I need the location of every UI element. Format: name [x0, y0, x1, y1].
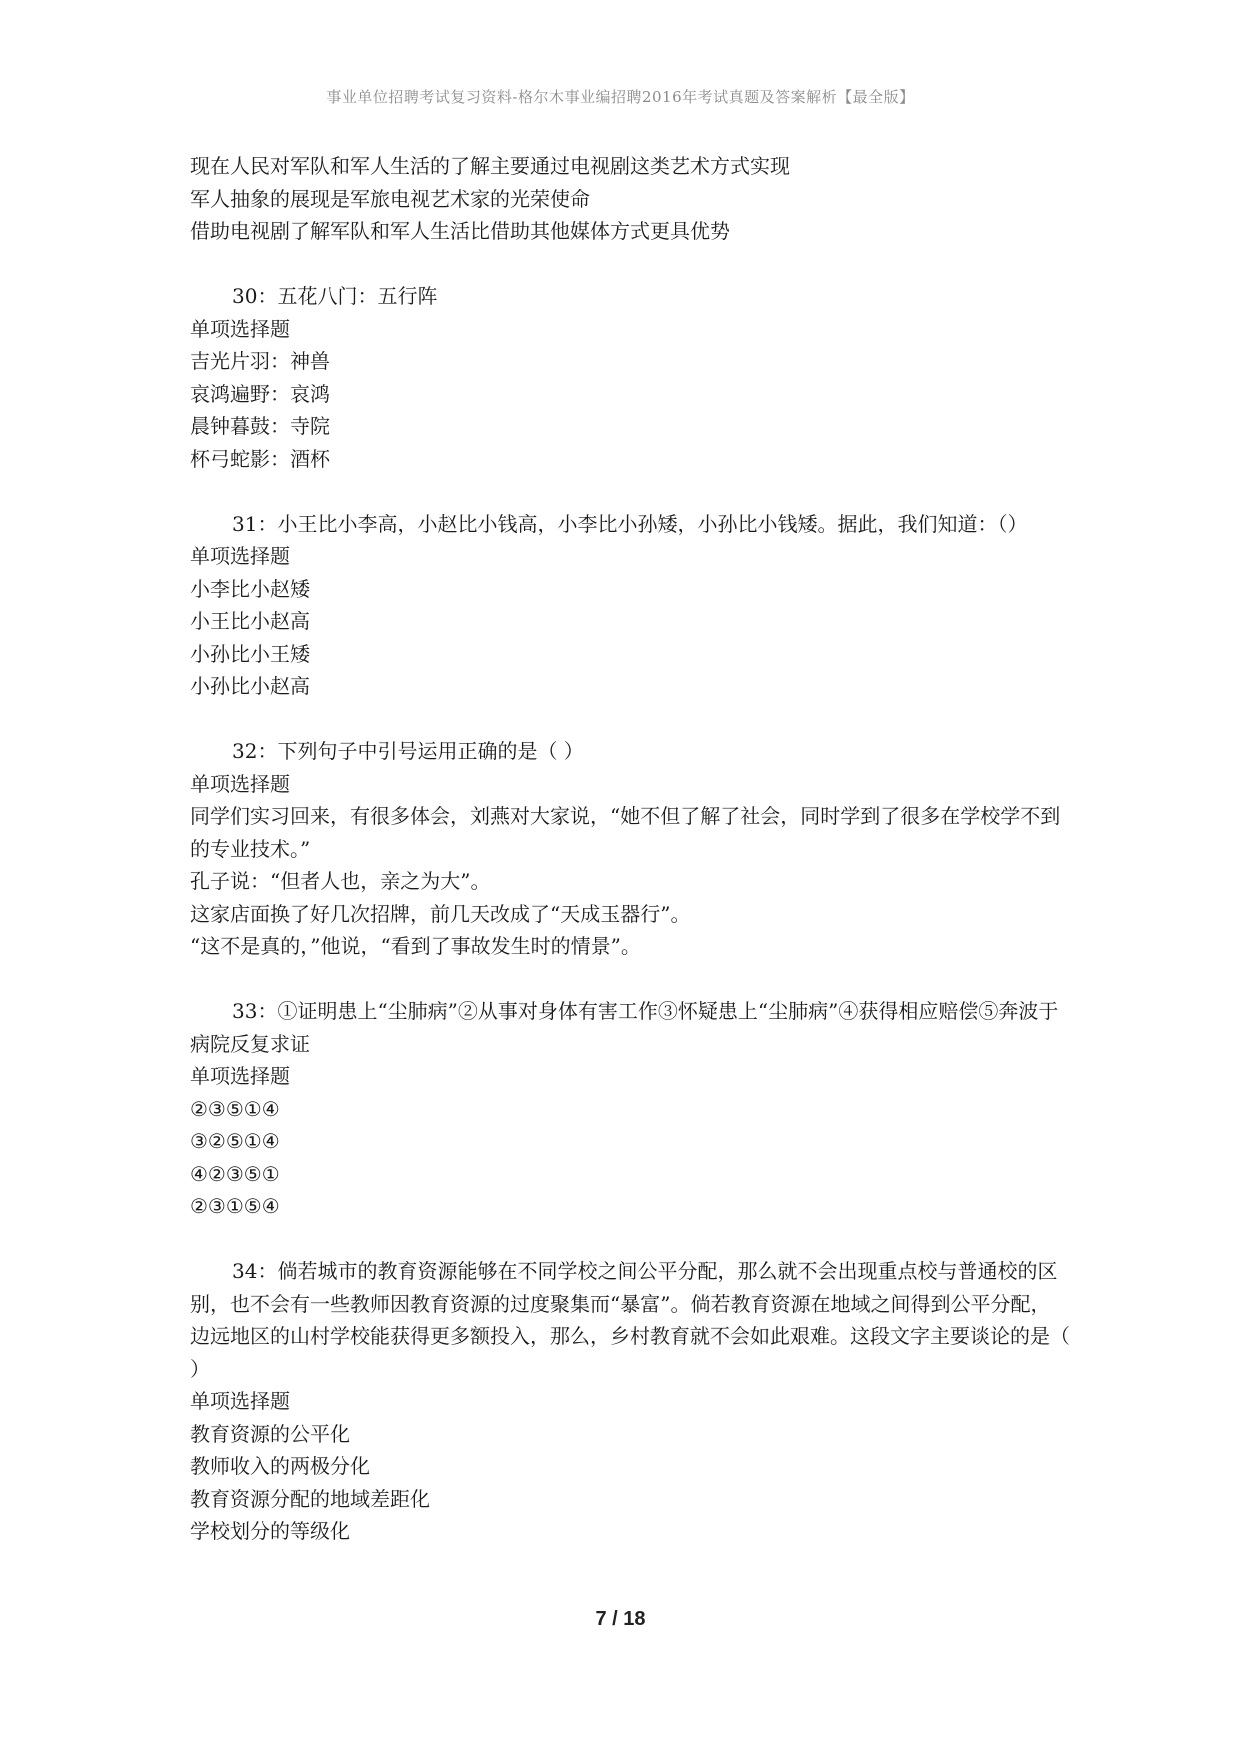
option: 杯弓蛇影：酒杯 — [190, 446, 330, 471]
option: 同学们实习回来，有很多体会，刘燕对大家说，“她不但了解了社会，同时学到了很多在学校学不到的专业技术。” — [190, 804, 1061, 861]
question-type: 单项选择题 — [190, 771, 290, 796]
option: “这不是真的，”他说，“看到了事故发生时的情景”。 — [190, 934, 641, 958]
option: 小孙比小王矮 — [190, 641, 310, 666]
option: 哀鸿遍野：哀鸿 — [190, 381, 330, 406]
question-type: 单项选择题 — [190, 544, 290, 568]
carryover-option: 借助电视剧了解军队和军人生活比借助其他媒体方式更具优势 — [190, 219, 730, 243]
carryover-option: 现在人民对军队和军人生活的了解主要通过电视剧这类艺术方式实现 — [190, 154, 790, 178]
option: 教师收入的两极分化 — [190, 1454, 370, 1478]
question-stem: 31：小王比小李高，小赵比小钱高，小李比小孙矮，小孙比小钱矮。据此，我们知道：（） — [232, 511, 1028, 536]
option: ③②⑤①④ — [190, 1129, 280, 1153]
page-number: 7 / 18 — [595, 1608, 646, 1630]
question-31 — [190, 508, 1070, 703]
question-type: 单项选择题 — [190, 1064, 290, 1088]
question-32 — [190, 735, 1070, 963]
option: 教育资源的公平化 — [190, 1421, 350, 1446]
option: 小李比小赵矮 — [190, 576, 310, 601]
question-stem: 33：①证明患上“尘肺病”②从事对身体有害工作③怀疑患上“尘肺病”④获得相应赔偿⑤奔波于病院反复求证 — [190, 999, 1059, 1056]
option: 小孙比小赵高 — [190, 674, 310, 698]
question-34 — [190, 1255, 1070, 1548]
option: 这家店面换了好几次招牌，前几天改成了“天成玉器行”。 — [190, 901, 691, 926]
option: 晨钟暮鼓：寺院 — [190, 414, 330, 438]
option: ②③⑤①④ — [190, 1096, 280, 1121]
option: 小王比小赵高 — [190, 609, 310, 633]
page-header: 事业单位招聘考试复习资料-格尔木事业编招聘2016年考试真题及答案解析【最全版】 — [326, 88, 915, 106]
option: 吉光片羽：神兽 — [190, 349, 330, 373]
option: ④②③⑤① — [190, 1161, 280, 1186]
question-33 — [190, 995, 1070, 1223]
option: ②③①⑤④ — [190, 1194, 280, 1218]
question-type: 单项选择题 — [190, 316, 290, 341]
question-type: 单项选择题 — [190, 1389, 290, 1413]
option: 教育资源分配的地域差距化 — [190, 1486, 430, 1511]
question-stem: 32：下列句子中引号运用正确的是（ ） — [232, 739, 584, 763]
question-stem: 30：五花八门：五行阵 — [232, 284, 438, 308]
option: 学校划分的等级化 — [190, 1519, 350, 1543]
document-body — [190, 150, 1070, 1548]
question-30 — [190, 280, 1070, 475]
option: 孔子说：“但者人也，亲之为大”。 — [190, 869, 491, 893]
question-stem: 34：倘若城市的教育资源能够在不同学校之间公平分配，那么就不会出现重点校与普通校的区别，也不会有一些教师因教育资源的过度聚集而“暴富”。倘若教育资源在地域之间得到公平分配，边远地区的山村学校能获得更多额投入，那么，乡村教育就不会如此艰难。这段文字主要谈论的是（ ） — [190, 1259, 1070, 1381]
carryover-option: 军人抽象的展现是军旅电视艺术家的光荣使命 — [190, 186, 590, 211]
